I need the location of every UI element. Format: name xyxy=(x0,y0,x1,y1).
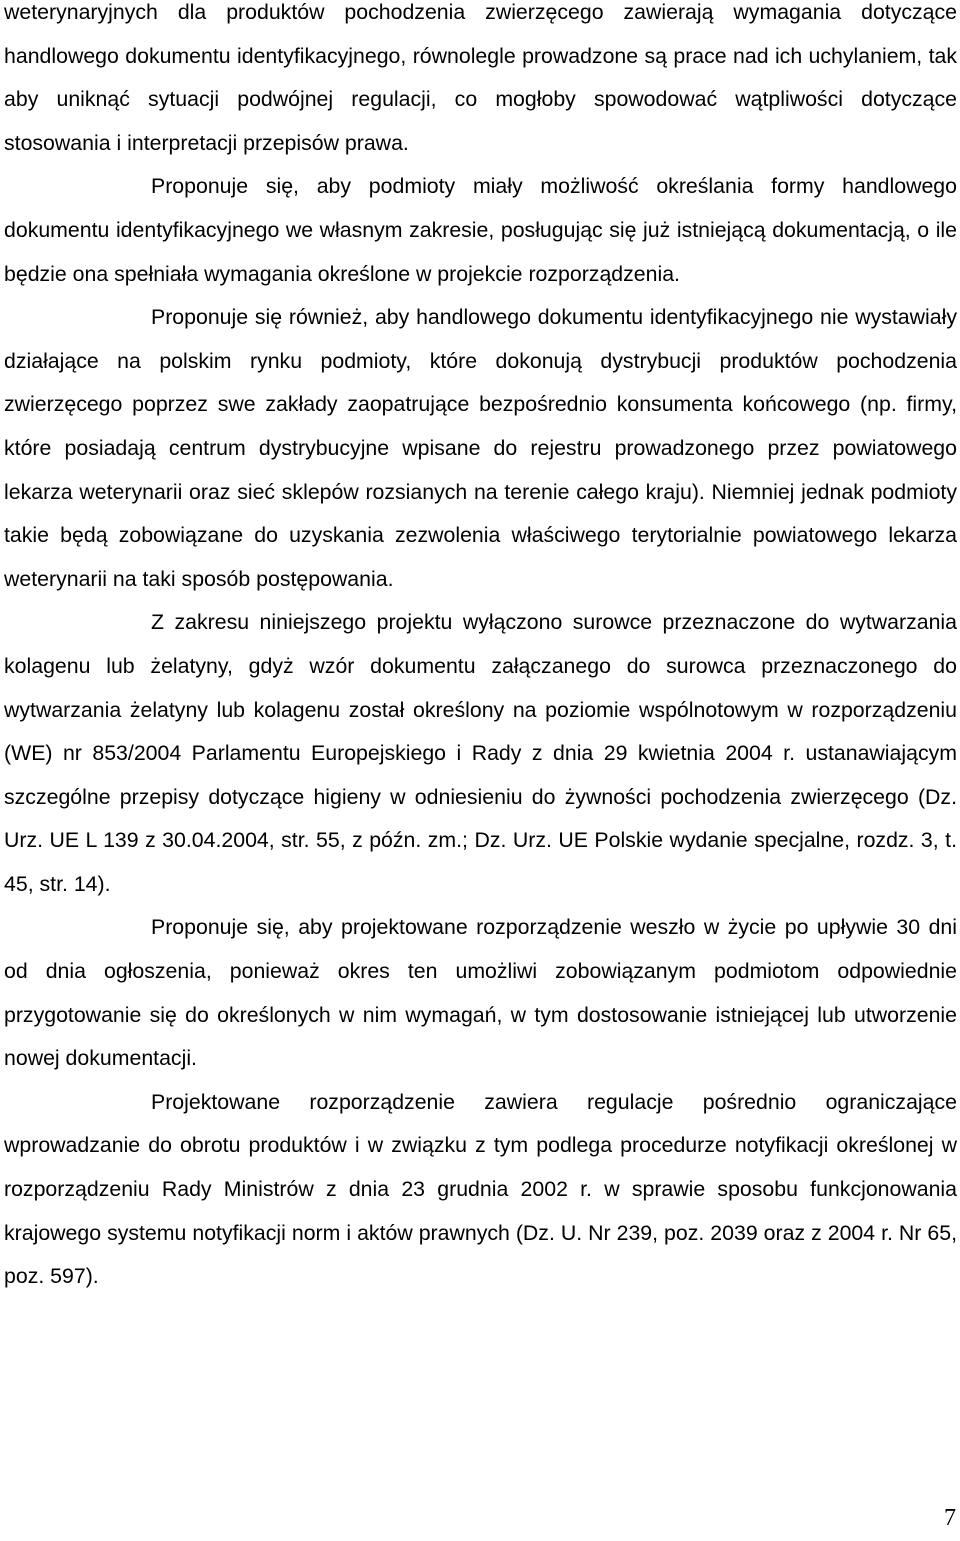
paragraph-continuation: weterynaryjnych dla produktów pochodzenia zwierzęcego zawierają wymagania dotyczące handlowego dokumentu identyfikacyjnego, równolegle prowadzone są prace nad ich uchylaniem, tak aby uniknąć sytuacji podwójnej regulacji, co mogłoby spowodować wątpliwości dotyczące stosowania i interpretacji przepisów prawa. xyxy=(4,0,957,155)
paragraph-notification-procedure: Projektowane rozporządzenie zawiera regulacje pośrednio ograniczające wprowadzanie do obrotu produktów i w związku z tym podlega procedurze notyfikacji określonej w rozporządzeniu Rady Ministrów z dnia 23 grudnia 2002 r. w sprawie sposobu funkcjonowania krajowego systemu notyfikacji norm i aktów prawnych (Dz. U. Nr 239, poz. 2039 oraz z 2004 r. Nr 65, poz. 597). xyxy=(4,1089,957,1289)
paragraph-document-form: Proponuje się, aby podmioty miały możliwość określania formy handlowego dokumentu identyfikacyjnego we własnym zakresie, posługując się już istniejącą dokumentacją, o ile będzie ona spełniała wymagania określone w projekcie rozporządzenia. xyxy=(4,174,957,286)
paragraph-distribution-exemption: Proponuje się również, aby handlowego dokumentu identyfikacyjnego nie wystawiały działające na polskim rynku podmioty, które dokonują dystrybucji produktów pochodzenia zwierzęcego poprzez swe zakłady zaopatrujące bezpośrednio konsumenta końcowego (np. firmy, które posiadają centrum dystrybucyjne wpisane do rejestru prowadzonego przez powiatowego lekarza weterynarii oraz sieć sklepów rozsianych na terenie całego kraju). Niemniej jednak podmioty takie będą zobowiązane do uzyskania zezwolenia właściwego terytorialnie powiatowego lekarza weterynarii na taki sposób postępowania. xyxy=(4,305,957,591)
document-page xyxy=(4,0,957,1299)
page-number: 7 xyxy=(944,1505,956,1531)
paragraph-entry-into-force: Proponuje się, aby projektowane rozporządzenie weszło w życie po upływie 30 dni od dnia ogłoszenia, ponieważ okres ten umożliwi zobowiązanym podmiotom odpowiednie przygotowanie się do określonych w nim wymagań, w tym dostosowanie istniejącej lub utworzenie nowej dokumentacji. xyxy=(4,915,957,1071)
paragraph-collagen-gelatin-exclusion: Z zakresu niniejszego projektu wyłączono surowce przeznaczone do wytwarzania kolagenu lub żelatyny, gdyż wzór dokumentu załączanego do surowca przeznaczonego do wytwarzania żelatyny lub kolagenu został określony na poziomie wspólnotowym w rozporządzeniu (WE) nr 853/2004 Parlamentu Europejskiego i Rady z dnia 29 kwietnia 2004 r. ustanawiającym szczególne przepisy dotyczące higieny w odniesieniu do żywności pochodzenia zwierzęcego (Dz. Urz. UE L 139 z 30.04.2004, str. 55, z późn. zm.; Dz. Urz. UE Polskie wydanie specjalne, rozdz. 3, t. 45, str. 14). xyxy=(4,610,957,896)
